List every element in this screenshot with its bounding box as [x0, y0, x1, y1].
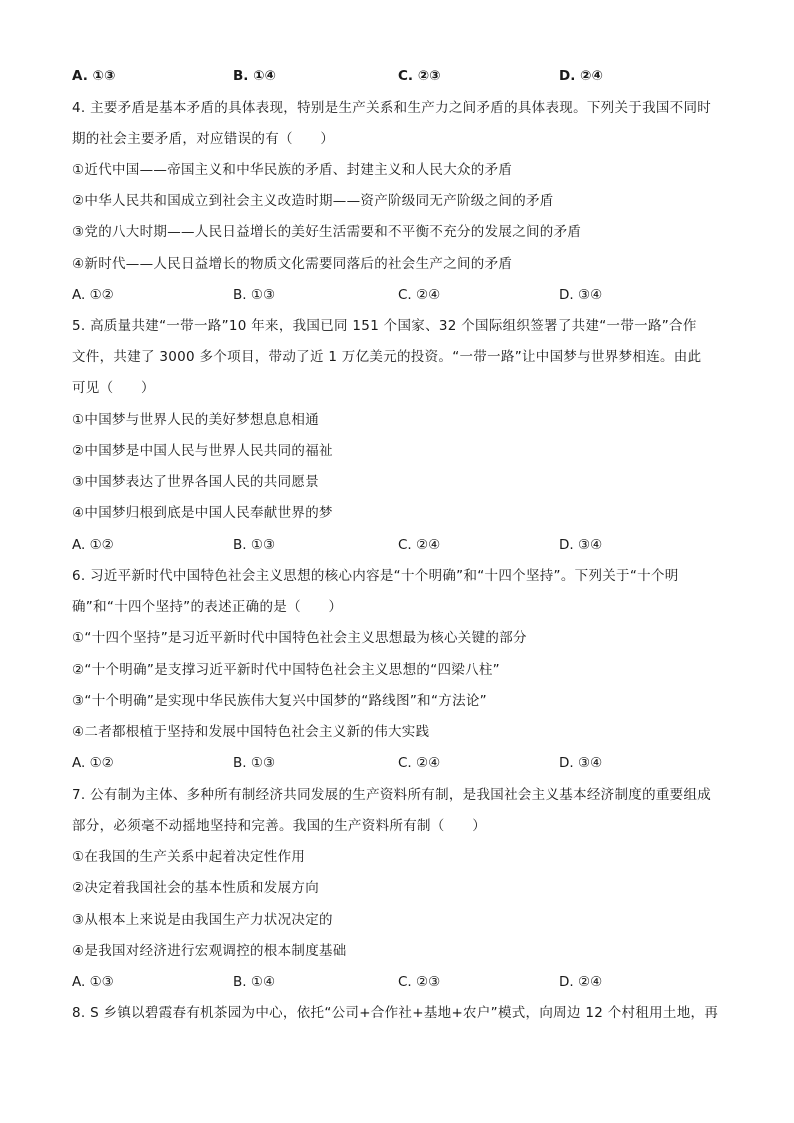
option-b[interactable]: B. ①③ — [233, 537, 276, 553]
option-d[interactable]: D. ②④ — [559, 68, 603, 84]
q5-stem-line-3: 可见（ ） — [72, 380, 155, 396]
q4-item-4: ④新时代——人民日益增长的物质文化需要同落后的社会生产之间的矛盾 — [72, 256, 513, 272]
q6-stem-line-1: 6. 习近平新时代中国特色社会主义思想的核心内容是“十个明确”和“十四个坚持”。下列关于“十个明 — [72, 568, 679, 584]
q4-stem-line-1: 4. 主要矛盾是基本矛盾的具体表现，特别是生产关系和生产力之间矛盾的具体表现。下列关于我国不同时 — [72, 100, 712, 116]
q5-item-2: ②中国梦是中国人民与世界人民共同的福祉 — [72, 443, 333, 459]
option-b[interactable]: B. ①③ — [233, 755, 276, 771]
q6-stem-line-2: 确”和“十四个坚持”的表述正确的是（ ） — [72, 599, 343, 615]
q5-item-4: ④中国梦归根到底是中国人民奉献世界的梦 — [72, 505, 333, 521]
q6-item-2: ②“十个明确”是支撑习近平新时代中国特色社会主义思想的“四梁八柱” — [72, 662, 500, 678]
q7-stem-line-1: 7. 公有制为主体、多种所有制经济共同发展的生产资料所有制，是我国社会主义基本经济制度的重要组成 — [72, 787, 712, 803]
option-a[interactable]: A. ①② — [72, 287, 114, 303]
option-a[interactable]: A. ①② — [72, 537, 114, 553]
option-d[interactable]: D. ③④ — [559, 537, 603, 553]
q7-item-1: ①在我国的生产关系中起着决定性作用 — [72, 849, 306, 865]
option-b[interactable]: B. ①④ — [233, 68, 276, 84]
q4-item-2: ②中华人民共和国成立到社会主义改造时期——资产阶级同无产阶级之间的矛盾 — [72, 193, 554, 209]
option-c[interactable]: C. ②④ — [398, 537, 441, 553]
option-d[interactable]: D. ③④ — [559, 755, 603, 771]
option-d[interactable]: D. ③④ — [559, 287, 603, 303]
option-c[interactable]: C. ②④ — [398, 755, 441, 771]
q4-stem-line-2: 期的社会主要矛盾，对应错误的有（ ） — [72, 131, 335, 147]
option-c[interactable]: C. ②④ — [398, 287, 441, 303]
q7-item-2: ②决定着我国社会的基本性质和发展方向 — [72, 880, 320, 896]
option-d[interactable]: D. ②④ — [559, 974, 603, 990]
q4-item-3: ③党的八大时期——人民日益增长的美好生活需要和不平衡不充分的发展之间的矛盾 — [72, 224, 582, 240]
q4-item-1: ①近代中国——帝国主义和中华民族的矛盾、封建主义和人民大众的矛盾 — [72, 162, 513, 178]
q6-item-3: ③“十个明确”是实现中华民族伟大复兴中国梦的“路线图”和“方法论” — [72, 693, 487, 709]
option-b[interactable]: B. ①④ — [233, 974, 276, 990]
q6-item-4: ④二者都根植于坚持和发展中国特色社会主义新的伟大实践 — [72, 724, 430, 740]
q7-item-4: ④是我国对经济进行宏观调控的根本制度基础 — [72, 943, 347, 959]
q5-item-1: ①中国梦与世界人民的美好梦想息息相通 — [72, 412, 320, 428]
q5-item-3: ③中国梦表达了世界各国人民的共同愿景 — [72, 474, 320, 490]
option-c[interactable]: C. ②③ — [398, 974, 441, 990]
option-b[interactable]: B. ①③ — [233, 287, 276, 303]
q5-stem-line-2: 文件，共建了 3000 多个项目，带动了近 1 万亿美元的投资。“一带一路”让中国梦与世界梦相连。由此 — [72, 349, 702, 365]
q6-item-1: ①“十四个坚持”是习近平新时代中国特色社会主义思想最为核心关键的部分 — [72, 630, 527, 646]
option-c[interactable]: C. ②③ — [398, 68, 441, 84]
q7-item-3: ③从根本上来说是由我国生产力状况决定的 — [72, 912, 333, 928]
option-a[interactable]: A. ①② — [72, 755, 114, 771]
option-a[interactable]: A. ①③ — [72, 68, 116, 84]
q5-stem-line-1: 5. 高质量共建“一带一路”10 年来，我国已同 151 个国家、32 个国际组织签署了共建“一带一路”合作 — [72, 318, 697, 334]
q7-stem-line-2: 部分，必须毫不动摇地坚持和完善。我国的生产资料所有制（ ） — [72, 818, 486, 834]
q8-stem-line-1: 8. S 乡镇以碧霞春有机茶园为中心，依托“公司+合作社+基地+农户”模式，向周边 12 个村租用土地，再 — [72, 1005, 719, 1021]
option-a[interactable]: A. ①③ — [72, 974, 114, 990]
